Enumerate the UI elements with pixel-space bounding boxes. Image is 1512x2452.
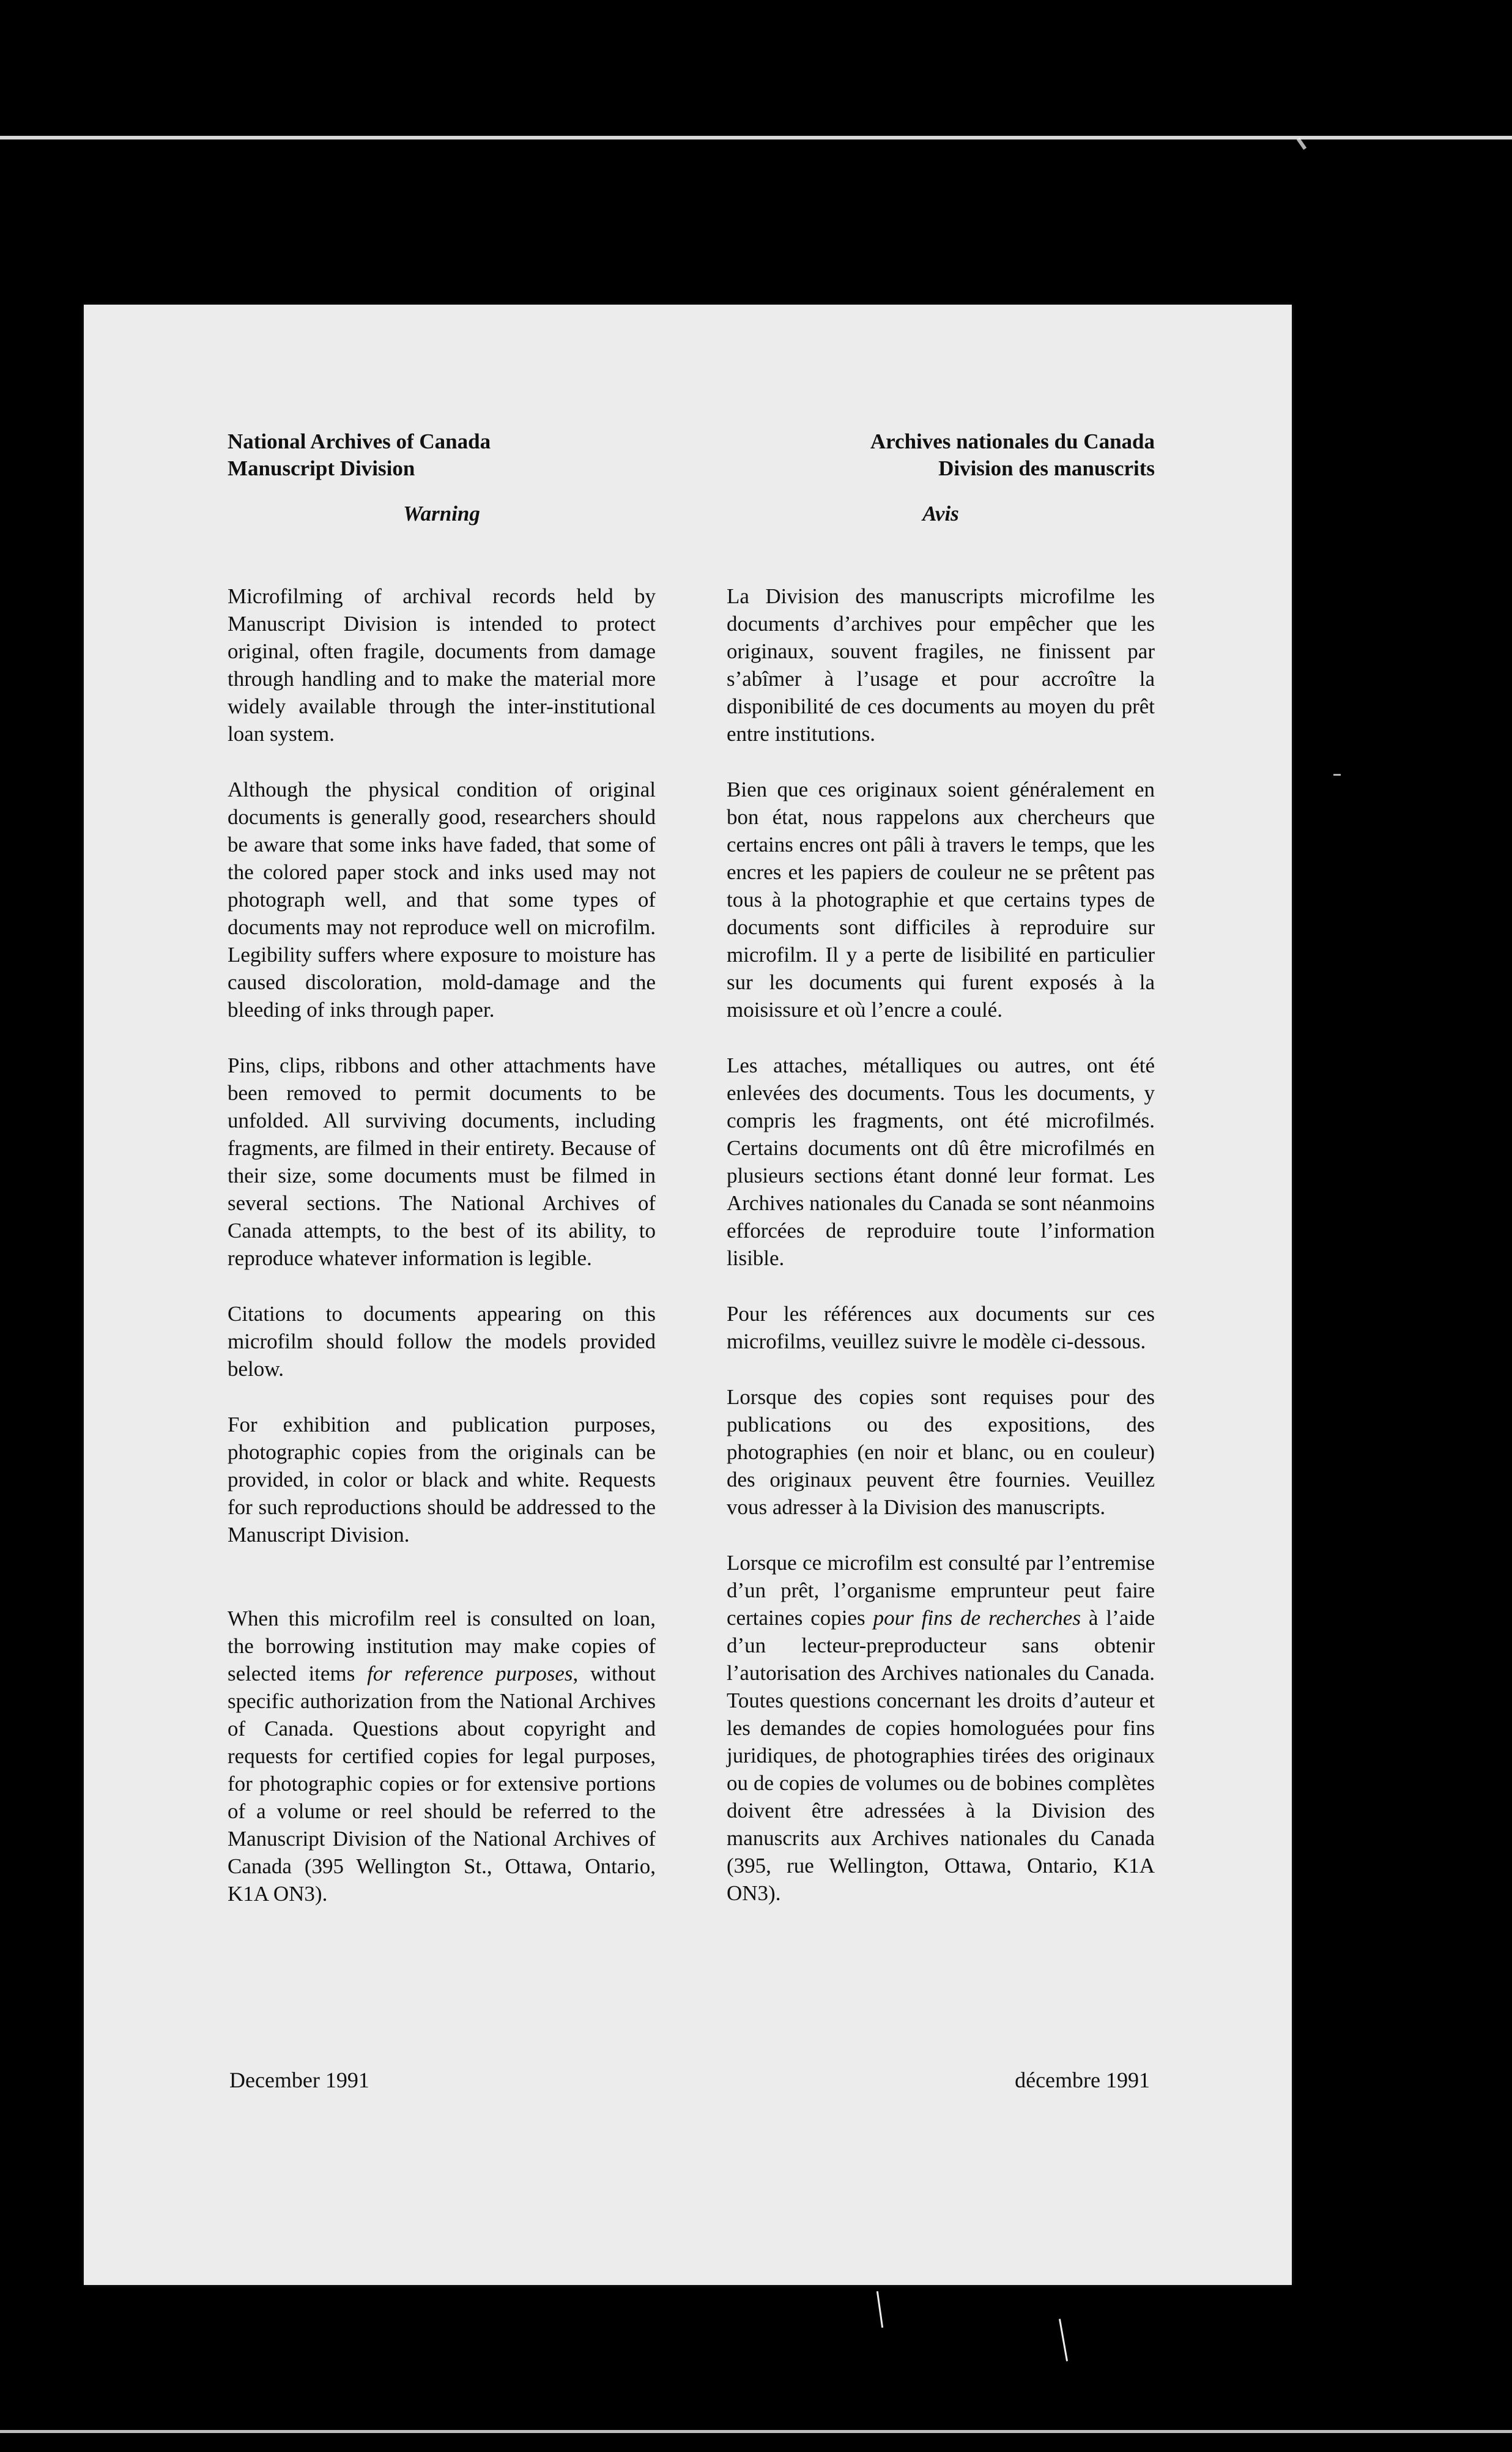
film-speck <box>1333 774 1341 776</box>
paragraph-en-6-italic: for reference purposes <box>367 1662 573 1685</box>
paragraph-fr-6-start: Lorsque ce microfilm est consulté par l’entremise d’un prêt, l’organisme emprunteur peut faire certaines copies <box>727 1551 1155 1630</box>
paragraph-fr-4: Pour les références aux documents sur ces microfilms, veuillez suivre le modèle ci-dessous. <box>727 1302 1155 1353</box>
french-column <box>727 428 1155 1907</box>
paragraph-en-6-end: , without specific authorization from the National Archives of Canada. Questions about copyright and requests for certified copies for legal purposes, for photographic copies or for extensive portions of a volume or reel should be referred to the Manuscript Division of the National Archives of Canada (395 Wellington St., Ottawa, Ontario, K1A ON3). <box>228 1662 656 1906</box>
film-speck <box>1297 138 1306 150</box>
paragraph-fr-2: Bien que ces originaux soient généralement en bon état, nous rappelons aux chercheurs que certains encres ont pâli à travers le temps, que les encres et les papiers de couleur ne se prêtent pas tous à la photographie et que certains types de documents sont difficiles à reproduire sur microfilm. Il y a perte de lisibilité en particulier sur les documents qui furent exposés à la moisissure et où l’encre a coulé. <box>727 778 1155 1022</box>
heading-warning: Warning <box>403 502 480 526</box>
paragraph-en-1: Microfilming of archival records held by Manuscript Division is intended to protect original, often fragile, documents from damage through handling and to make the material more widely available through the inter-institutional loan system. <box>228 584 656 746</box>
paragraph-en-6-start: When this microfilm reel is consulted on loan, the borrowing institution may make copies of selected items <box>228 1607 656 1685</box>
heading-avis: Avis <box>922 502 959 526</box>
english-column <box>228 428 656 1908</box>
paragraph-en-6 <box>228 1605 656 1908</box>
paragraph-en-4: Citations to documents appearing on this microfilm should follow the models provided below. <box>228 1302 656 1381</box>
paragraph-fr-5: Lorsque des copies sont requises pour des publications ou des expositions, des photographies (en noir et blanc, ou en couleur) des originaux peuvent être fournies. Veuillez vous adresser à la Division des manuscripts. <box>727 1385 1155 1519</box>
division-name-en: Manuscript Division <box>228 456 415 480</box>
paragraph-fr-6-end: à l’aide d’un lecteur-preproducteur sans obtenir l’autorisation des Archives nationales du Canada. Toutes questions concernant les droits d’auteur et les demandes de copies homologuées pour fins juridiques, de photographies tirées des originaux ou de copies de volumes ou de bobines complètes doivent être adressées à la Division des manuscrits aux Archives nationales du Canada (395, rue Wellington, Ottawa, Ontario, K1A ON3). <box>727 1606 1155 1905</box>
division-name-fr: Division des manuscrits <box>938 456 1155 480</box>
paragraph-fr-1: La Division des manuscripts microfilme les documents d’archives pour empêcher que les originaux, souvent fragiles, ne finissent par s’abîmer à l’usage et pour accroître la disponibilité de ces documents au moyen du prêt entre institutions. <box>727 584 1155 746</box>
film-edge-bottom <box>0 2430 1512 2433</box>
org-name-en: National Archives of Canada <box>228 429 491 453</box>
org-name-fr: Archives nationales du Canada <box>870 429 1155 453</box>
paragraph-fr-6 <box>727 1549 1155 1907</box>
paragraph-en-3: Pins, clips, ribbons and other attachments have been removed to permit documents to be unfolded. All surviving documents, including fragments, are filmed in their entirety. Because of their size, some documents must be filmed in several sections. The National Archives of Canada attempts, to the best of its ability, to reproduce whatever information is legible. <box>228 1053 656 1270</box>
paragraph-en-2: Although the physical condition of original documents is generally good, researchers should be aware that some inks have faded, that some of the colored paper stock and inks used may not photograph well, and that some types of documents may not reproduce well on microfilm. Legibility suffers where exposure to moisture has caused discoloration, mold-damage and the bleeding of inks through paper. <box>228 778 656 1022</box>
film-scratch <box>1059 2319 1068 2361</box>
date-en: December 1991 <box>229 2068 369 2092</box>
date-fr: décembre 1991 <box>1015 2068 1150 2092</box>
paragraph-fr-6-italic: pour fins de recherches <box>873 1606 1081 1630</box>
film-scratch <box>876 2291 883 2328</box>
paragraph-en-5: For exhibition and publication purposes, photographic copies from the originals can be provided, in color or black and white. Requests for such reproductions should be addressed to the Manuscript Division. <box>228 1413 656 1547</box>
paragraph-fr-3: Les attaches, métalliques ou autres, ont été enlevées des documents. Tous les documents, y compris les fragments, ont été microfilmés. Certains documents ont dû être microfilmés en plusieurs sections étant donné leur format. Les Archives nationales du Canada se sont néanmoins efforcées de reproduire toute l’information lisible. <box>727 1053 1155 1270</box>
film-edge-top <box>0 136 1512 139</box>
